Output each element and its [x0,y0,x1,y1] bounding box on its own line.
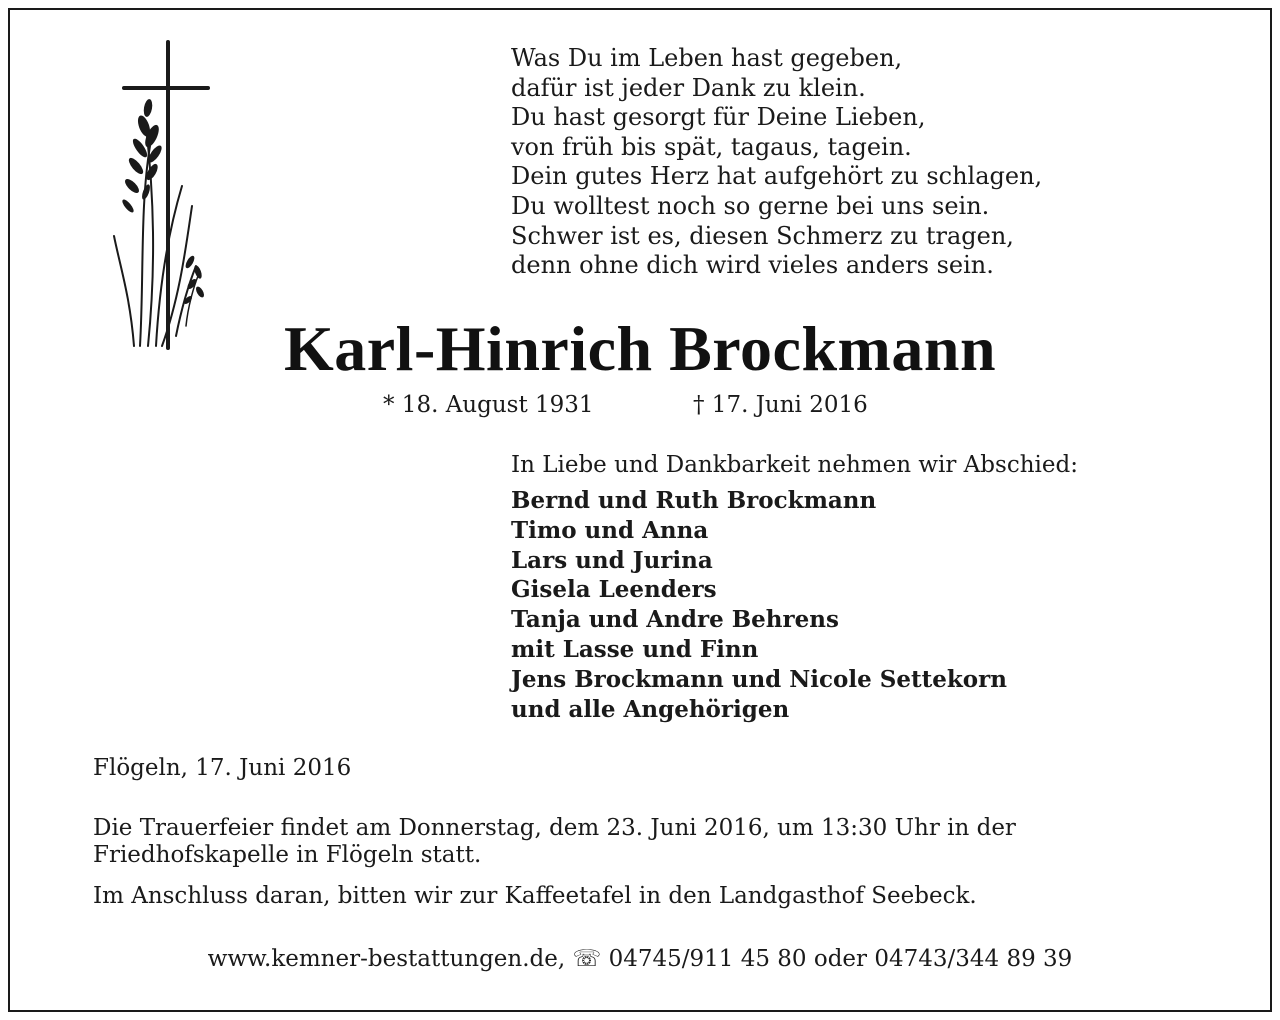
poem-line: Was Du im Leben hast gegeben, [511,44,903,72]
poem-line: Du wolltest noch so gerne bei uns sein. [511,191,990,220]
mourner-entry: Bernd und Ruth Brockmann [511,487,877,514]
deceased-name: Karl-Hinrich Brockmann [283,313,997,384]
telephone-icon: ☏ [572,946,602,972]
place-and-date: Flögeln, 17. Juni 2016 [93,755,352,781]
phone-numbers: 04745/911 45 80 oder 04743/344 89 39 [608,946,1073,972]
mourner-entry: Timo und Anna [511,516,709,544]
reception-notice: Im Anschluss daran, bitten wir zur Kaffeetafel in den Landgasthof Seebeck. [93,883,977,909]
poem-line: von früh bis spät, tagaus, tagein. [511,132,912,161]
farewell-intro: In Liebe und Dankbarkeit nehmen wir Abschied: [511,452,1078,478]
poem-line: Dein gutes Herz hat aufgehört zu schlagen, [511,162,1043,191]
mourner-entry: Jens Brockmann und Nicole Settekorn [511,665,1007,693]
contact-line [0,946,1280,972]
poem-line: Schwer ist es, diesen Schmerz zu tragen, [511,221,1014,250]
poem-line: denn ohne dich wird vieles anders sein. [511,251,994,280]
website-link[interactable]: www.kemner-bestattungen.de, [207,946,566,972]
mourner-entry: Tanja und Andre Behrens [511,606,839,634]
death-date: † 17. Juni 2016 [693,392,868,418]
birth-date: * 18. August 1931 [383,392,594,418]
mourner-entry: mit Lasse und Finn [511,635,759,663]
poem-line: Du hast gesorgt für Deine Lieben, [511,103,926,132]
mourner-entry: und alle Angehörigen [511,695,790,723]
funeral-service-notice: Die Trauerfeier findet am Donnerstag, dem 23. Juni 2016, um 13:30 Uhr in der Friedhofskapelle in Flögeln statt. [93,815,1016,868]
poem [511,44,1042,281]
cross-with-grass-icon [100,36,220,352]
mourner-entry: Lars und Jurina [511,546,713,574]
poem-line: dafür ist jeder Dank zu klein. [511,73,866,102]
mourners-list [511,486,1007,724]
mourner-entry: Gisela Leenders [511,576,717,604]
